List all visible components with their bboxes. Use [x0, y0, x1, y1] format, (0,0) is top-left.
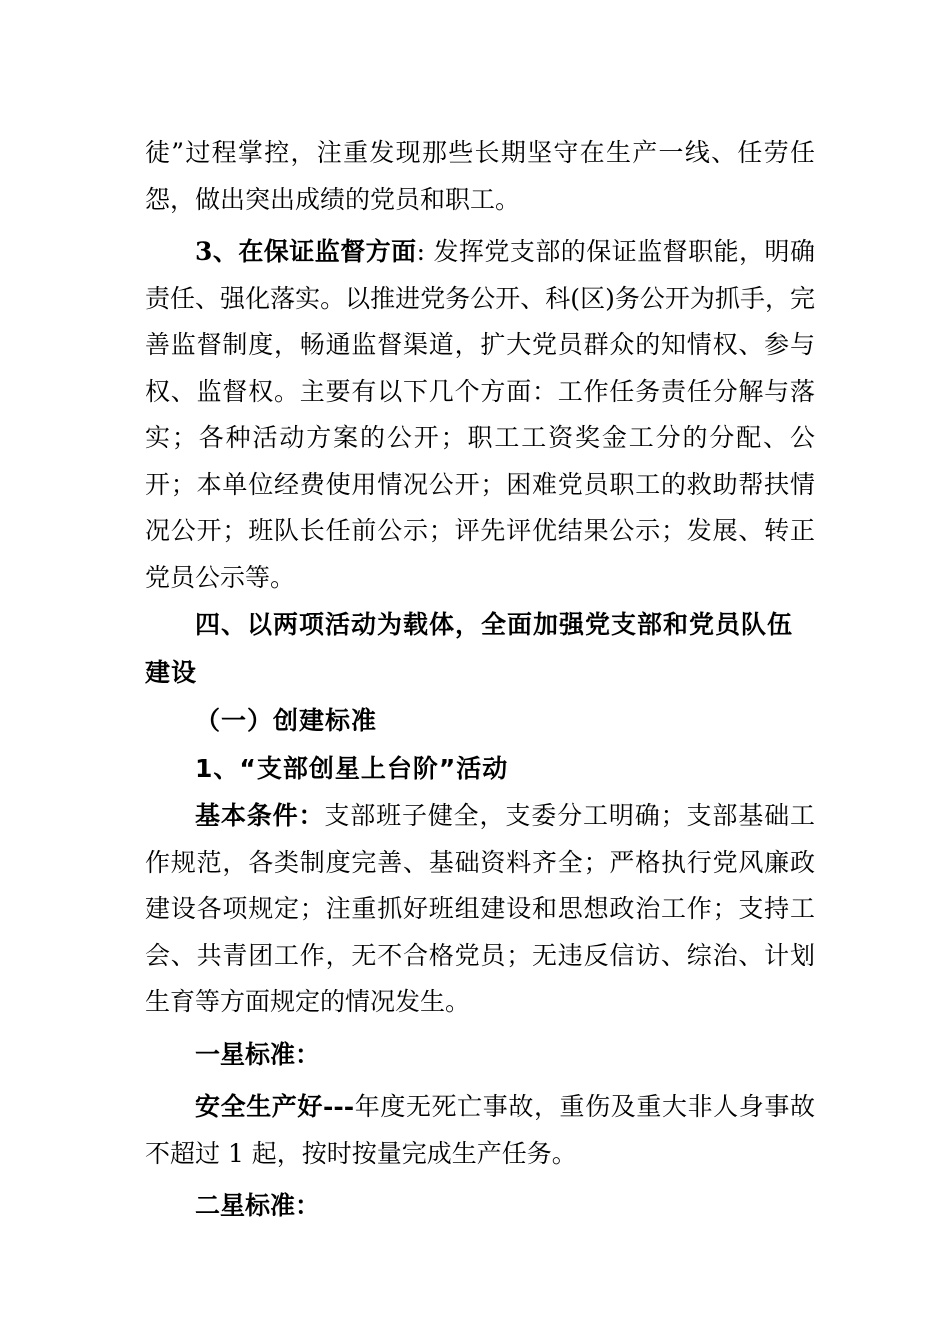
- paragraph-lead: 安全生产好---: [195, 1092, 355, 1121]
- paragraph-basic-conditions: [145, 793, 815, 1026]
- paragraph-supervision: [145, 229, 815, 601]
- paragraph-continuation: [145, 130, 815, 223]
- document-body: [145, 130, 815, 1230]
- paragraph-lead: 基本条件：: [195, 801, 325, 830]
- paragraph-text: 徒”过程掌控，注重发现那些长期坚守在生产一线、任劳任怨，做出突出成绩的党员和职工。: [145, 138, 815, 214]
- paragraph-lead: 3、在保证监督方面: [195, 237, 417, 266]
- paragraph-safety: [145, 1084, 815, 1177]
- two-star-heading: 二星标准：: [195, 1191, 321, 1220]
- section-heading: 四、以两项活动为载体，全面加强党支部和党员队伍建设: [145, 610, 794, 687]
- paragraph-text: 支部班子健全，支委分工明确；支部基础工作规范，各类制度完善、基础资料齐全；严格执行党风廉政建设各项规定；注重抓好班组建设和思想政治工作；支持工会、共青团工作，无不合格党员；无违反信访、综治、计划生育等方面规定的情况发生。: [145, 801, 815, 1016]
- activity-heading: 1、“支部创星上台阶”活动: [195, 754, 509, 783]
- subsection-heading: （一）创建标准: [195, 706, 378, 735]
- paragraph-text: : 发挥党支部的保证监督职能，明确责任、强化落实。以推进党务公开、科(区)务公开为抓手，完善监督制度，畅通监督渠道，扩大党员群众的知情权、参与权、监督权。主要有以下几个方面：工作任务责任分解与落实；各种活动方案的公开；职工工资奖金工分的分配、公开；本单位经费使用情况公开；困难党员职工的救助帮扶情况公开；班队长任前公示；评先评优结果公示；发展、转正党员公示等。: [145, 237, 815, 592]
- one-star-heading: 一星标准：: [195, 1039, 321, 1069]
- paragraph-text: 年度无死亡事故，重伤及重大非人身事故不超过 1 起，按时按量完成生产任务。: [145, 1092, 815, 1168]
